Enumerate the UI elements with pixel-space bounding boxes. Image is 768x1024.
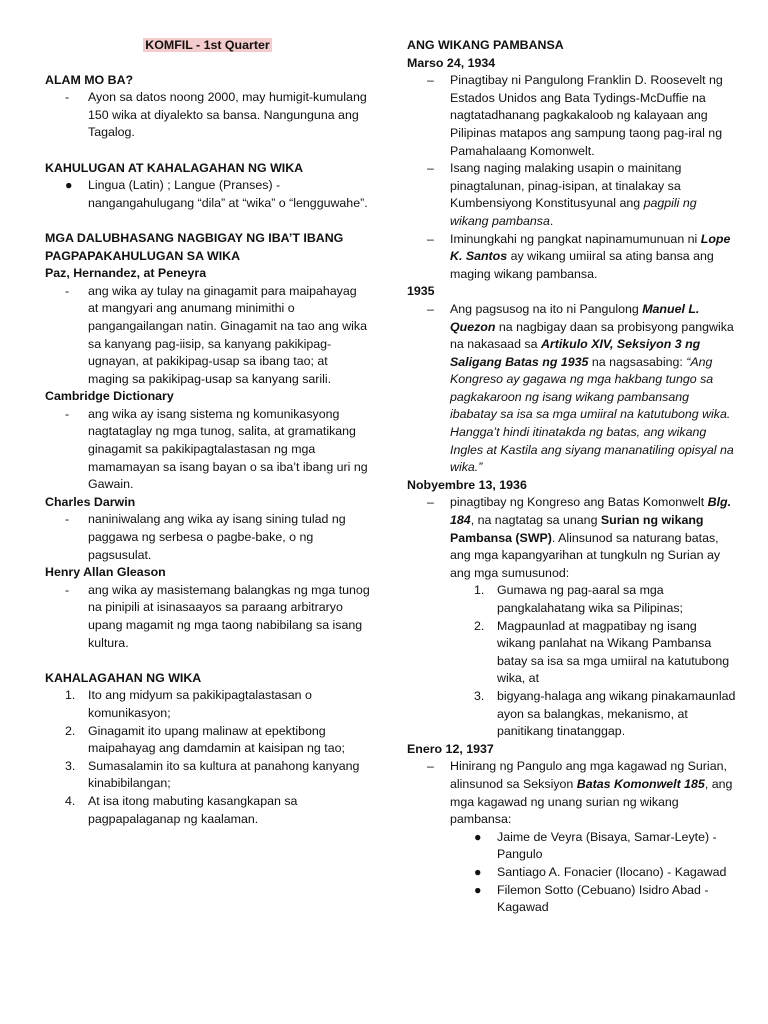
list-item: - naniniwalang ang wika ay isang sining tulad ng paggawa ng serbesa o pagbe-bake, o ng pagsusulat.	[65, 512, 346, 562]
dash-marker: –	[427, 495, 434, 510]
dash-marker: –	[427, 161, 434, 176]
numbered-item: 3. Sumasalamin ito sa kultura at panahong kanyang kinabibilangan;	[65, 758, 360, 791]
date-heading: 1935	[407, 284, 435, 299]
member-item: ● Santiago A. Fonacier (Ilocano) - Kagawad	[407, 864, 737, 882]
list-item: – Hinirang ng Pangulo ang mga kagawad ng Surian, alinsunod sa Seksiyon Batas Komonwelt 185, ang mga kagawad ng unang surian ng wikang pambansa:	[427, 759, 733, 827]
date-heading: Enero 12, 1937	[407, 741, 494, 756]
heading-wikang-pambansa: ANG WIKANG PAMBANSA	[407, 38, 564, 52]
dash-marker: –	[427, 759, 434, 774]
list-item: - Ayon sa datos noong 2000, may humigit-kumulang 150 wika at diyalekto sa bansa. Nangunguna ang Tagalog.	[65, 90, 367, 140]
list-item: - ang wika ay tulay na ginagamit para maipahayag at mangyari ang anumang minimithi o pangangailangan natin. Ginagamit na tao ang wika sa kanyang pag-iisip, sa kanyang pakikipag-ugnayan, at pakikipag-usap sa ibang tao; at maging sa pakikipag-usap sa kanyang sarili.	[65, 283, 367, 386]
right-column	[407, 37, 737, 917]
list-item: ● Lingua (Latin) ; Langue (Pranses) - nangangahulugang “dila” at “wika” o “lengguwahe”.	[65, 178, 368, 210]
dash-marker: –	[427, 231, 434, 246]
numbered-item: 3. bigyang-halaga ang wikang pinakamaunlad ayon sa balangkas, mekanismo, at panitikang tinatanggap.	[474, 688, 736, 739]
scholar-name: Paz, Hernandez, at Peneyra	[45, 266, 207, 281]
scholar-name: Cambridge Dictionary	[45, 389, 174, 404]
numbered-item: 4. At isa itong mabuting kasangkapan sa pagpapalaganap ng kaalaman.	[65, 793, 298, 826]
dash-marker: –	[427, 301, 434, 316]
numbered-item: 1. Ito ang midyum sa pakikipagtalastasan o komunikasyon;	[65, 688, 312, 720]
list-item: – Iminungkahi ng pangkat napinamumunuan ni Lope K. Santos ay wikang umiiral sa ating bansa ang maging wikang pambansa.	[427, 231, 731, 281]
scholar-name: Charles Darwin	[45, 494, 136, 509]
dash-marker: -	[65, 406, 70, 421]
list-item: - ang wika ay masistemang balangkas ng mga tunog na pinipili at isinasaayos sa paraang arbitraryo upang magamit ng mga taong nabibilang sa isang kultura.	[65, 582, 370, 650]
heading-kahalagahan: KAHALAGAHAN NG WIKA	[45, 670, 202, 685]
heading-dalubhasa: MGA DALUBHASANG NAGBIGAY NG IBA’T IBANG PAGPAPAKAHULUGAN SA WIKA	[45, 230, 344, 263]
list-item: – pinagtibay ng Kongreso ang Batas Komonwelt Blg. 184, na nagtatag sa unang Surian ng wikang Pambansa (SWP). Alinsunod sa naturang batas, ang mga kapangyarihan at tungkuln ng Surian ay ang mga sumusunod:	[427, 495, 732, 580]
scholar-name: Henry Allan Gleason	[45, 565, 166, 580]
numbered-item: 1. Gumawa ng pag-aaral sa mga pangkalahatang wika sa Pilipinas;	[474, 583, 683, 615]
dash-marker: –	[427, 73, 434, 88]
dash-marker: -	[65, 512, 70, 527]
date-heading: Nobyembre 13, 1936	[407, 477, 527, 492]
bullet-marker: ●	[474, 829, 482, 844]
list-item: – Ang pagsusog na ito ni Pangulong Manuel L. Quezon na nagbigay daan sa probisyong pangwika na nakasaad sa Artikulo XIV, Seksiyon 3 ng Saligang Batas ng 1935 na nagsasabing: “Ang Kongreso ay gagawa ng mga hakbang tungo sa pagkakaroon ng isang wikang pambansang ibabatay sa isa sa mga umiiral na katutubong wika. Hangga’t hindi itinatakda ng batas, ang wikang Ingles at Kastila ang siyang mananatiling opisyal na wika.”	[427, 301, 734, 475]
numbered-item: 2. Magpaunlad at magpatibay ng isang wikang panlahat na Wikang Pambansa batay sa isa sa mga umiiral na katutubong wika, at	[474, 618, 730, 686]
dash-marker: -	[65, 283, 70, 298]
numbered-item: 2. Ginagamit ito upang malinaw at epektibong maipahayag ang damdamin at kaisipan ng tao;	[65, 723, 345, 756]
member-item: ● Filemon Sotto (Cebuano) Isidro Abad -Kagawad	[474, 882, 709, 915]
left-column	[45, 37, 370, 828]
bullet-marker: ●	[65, 178, 73, 193]
member-item: ● Jaime de Veyra (Bisaya, Samar-Leyte) - Pangulo	[474, 829, 717, 862]
bullet-marker: ●	[474, 882, 482, 897]
bullet-marker: ●	[474, 864, 482, 879]
heading-kahulugan: KAHULUGAN AT KAHALAGAHAN NG WIKA	[45, 160, 304, 175]
list-item: – Pinagtibay ni Pangulong Franklin D. Roosevelt ng Estados Unidos ang Bata Tydings-McDuffie na nagtatadhanang pagkakaloob ng kalayaan ang Pilipinas matapos ang sampung taong pag-iral ng Pamahalaang Komonwelt.	[427, 73, 723, 158]
document-title: KOMFIL - 1st Quarter	[145, 38, 270, 52]
list-item: - ang wika ay isang sistema ng komunikasyong nagtataglay ng mga tunog, salita, at gramatikang ginagamit sa pakikipagtalastasan ng mga mamamayan sa isang bayan o sa iba’t ibang uri ng Gawain.	[65, 406, 368, 492]
dash-marker: -	[65, 90, 70, 105]
list-item: – Isang naging malaking usapin o mainitang pinagtalunan, pinag-isipan, at tinalakay sa Kumbensiyong Konstitusyunal ang pagpili ng wikang pambansa.	[427, 161, 697, 228]
dash-marker: -	[65, 582, 70, 597]
date-heading: Marso 24, 1934	[407, 55, 496, 70]
heading-alam-mo-ba: ALAM MO BA?	[45, 72, 134, 87]
